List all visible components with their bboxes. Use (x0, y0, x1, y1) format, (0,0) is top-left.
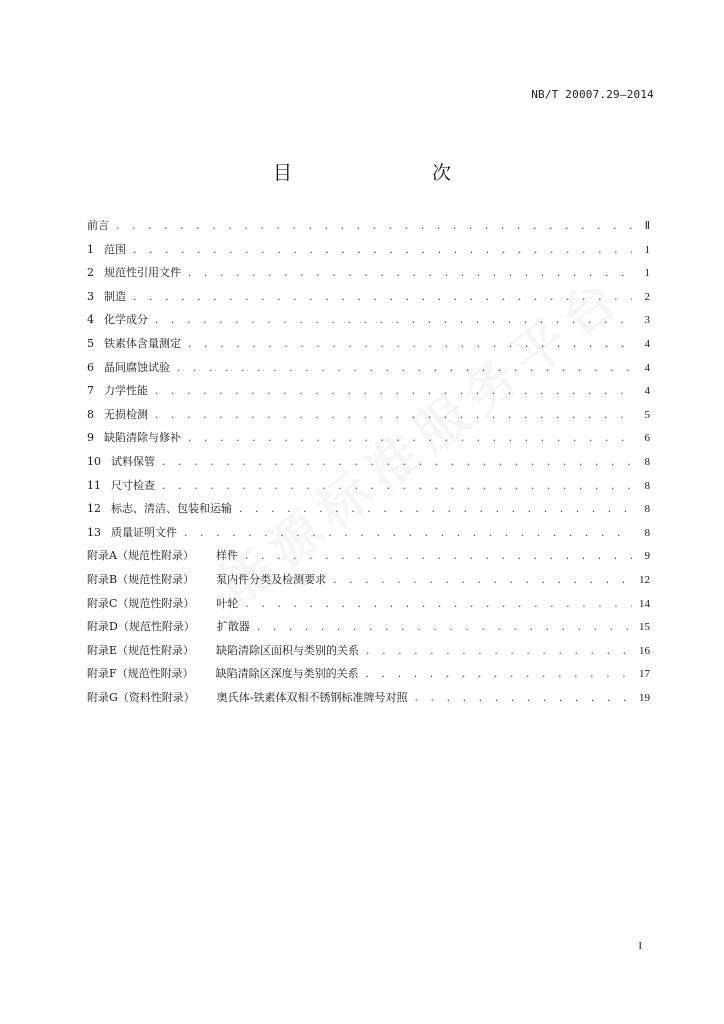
toc-entry-label (87, 497, 234, 521)
toc-entry[interactable] (87, 308, 650, 332)
toc-entry-label (87, 379, 150, 403)
toc-entry-label (87, 544, 240, 568)
toc-leader-dots (176, 358, 632, 382)
toc-entry[interactable] (87, 450, 650, 474)
toc-entry[interactable] (87, 332, 650, 356)
toc-leader-dots (161, 476, 632, 500)
toc-entry-page: 4 (644, 361, 650, 374)
toc-entry-title: 化学成分 (104, 313, 148, 327)
toc-entry[interactable] (87, 521, 650, 545)
toc-entry[interactable] (87, 474, 650, 498)
toc-entry-label (87, 285, 128, 309)
toc-entry-label (87, 426, 183, 450)
toc-leader-dots (187, 334, 632, 358)
toc-entry-title: 质量证明文件 (111, 525, 177, 539)
toc-entry-number: 附录A（规范性附录） (87, 549, 194, 563)
toc-entry-number: 附录C（规范性附录） (87, 596, 195, 610)
toc-entry-page: Ⅱ (644, 220, 650, 232)
toc-entry-page: 5 (644, 408, 650, 421)
toc-entry-page: 8 (644, 455, 650, 468)
toc-leader-dots (365, 641, 632, 665)
toc-entry[interactable] (87, 544, 650, 568)
toc-leader-dots (154, 310, 632, 334)
standard-code: NB/T 20007.29—2014 (531, 88, 654, 101)
toc-entry-label (87, 662, 361, 686)
toc-entry-number: 附录D（规范性附录） (87, 620, 195, 634)
toc-leader-dots (332, 570, 632, 594)
toc-entry-label (87, 592, 240, 616)
toc-entry-title: 扩散器 (216, 620, 250, 634)
toc-entry[interactable] (87, 238, 650, 262)
toc-entry-page: 1 (644, 243, 650, 256)
toc-entry-number: 4 (87, 313, 94, 327)
toc-entry[interactable] (87, 261, 650, 285)
toc-entry-label (87, 403, 150, 427)
toc-entry-number: 6 (87, 360, 94, 374)
toc-entry[interactable] (87, 568, 650, 592)
toc-entry-page: 15 (639, 621, 650, 634)
toc-entry-label (87, 686, 410, 710)
toc-entry-number: 5 (87, 336, 94, 350)
toc-entry-number: 3 (87, 289, 94, 303)
toc-leader-dots (187, 263, 632, 287)
toc-entry-label (87, 568, 328, 592)
toc-entry-title: 前言 (87, 219, 109, 232)
toc-entry[interactable] (87, 426, 650, 450)
toc-entry[interactable] (87, 403, 650, 427)
toc-entry-title: 力学性能 (104, 384, 148, 398)
toc-entry-label (87, 639, 361, 663)
toc-entry-title: 缺陷清除区面积与类别的关系 (216, 643, 360, 657)
toc-leader-dots (187, 428, 632, 452)
toc-entry-page: 3 (644, 314, 650, 327)
toc-entry-label (87, 238, 128, 262)
toc-entry-title: 标志、清洁、包装和运输 (111, 502, 232, 516)
toc-entry-title: 铁素体含量测定 (104, 336, 181, 350)
toc-entry[interactable] (87, 639, 650, 663)
toc-leader-dots (132, 240, 632, 264)
toc-entry-title: 晶间腐蚀试验 (104, 360, 170, 374)
toc-entry[interactable] (87, 662, 650, 686)
toc-entry-title: 叶轮 (216, 596, 239, 610)
toc-entry-title: 制造 (104, 289, 126, 303)
toc-entry[interactable] (87, 214, 650, 238)
toc-entry-label (87, 308, 150, 332)
toc-entry-number: 附录E（规范性附录） (87, 643, 195, 657)
table-of-contents (87, 214, 650, 709)
toc-entry-label (87, 261, 183, 285)
toc-leader-dots (365, 664, 632, 688)
toc-entry-label (87, 332, 183, 356)
toc-leader-dots (154, 405, 632, 429)
toc-leader-dots (183, 523, 632, 547)
toc-entry[interactable] (87, 497, 650, 521)
toc-entry-page: 6 (644, 432, 650, 445)
toc-entry-page: 12 (639, 573, 650, 586)
toc-entry-page: 8 (644, 526, 650, 539)
toc-leader-dots (256, 617, 632, 641)
toc-entry-title: 无损检测 (104, 407, 148, 421)
toc-entry-title: 缺陷清除与修补 (104, 431, 181, 445)
toc-leader-dots (414, 688, 632, 712)
toc-leader-dots (244, 594, 632, 618)
toc-entry-title: 奥氏体-铁素体双相不锈钢标准牌号对照 (216, 690, 408, 704)
toc-entry-page: 19 (639, 691, 650, 704)
toc-entry-page: 14 (639, 597, 650, 610)
toc-entry-title: 泵内件分类及检测要求 (216, 572, 327, 586)
toc-entry-page: 9 (644, 550, 650, 563)
toc-entry[interactable] (87, 615, 650, 639)
toc-entry-title: 范围 (104, 242, 126, 256)
toc-entry-page: 2 (644, 290, 650, 303)
toc-entry-number: 附录B（规范性附录） (87, 572, 195, 586)
toc-entry-number: 10 (87, 454, 101, 468)
toc-entry[interactable] (87, 686, 650, 710)
toc-entry-label (87, 214, 111, 238)
toc-entry-title: 规范性引用文件 (104, 266, 181, 280)
toc-entry-title: 尺寸检查 (111, 478, 155, 492)
toc-entry-page: 4 (644, 337, 650, 350)
toc-entry[interactable] (87, 592, 650, 616)
toc-entry-number: 11 (87, 478, 101, 492)
page-title: 目 次 (272, 162, 485, 184)
toc-entry[interactable] (87, 285, 650, 309)
toc-entry-title: 样件 (215, 549, 238, 563)
toc-entry-number: 附录G（资料性附录） (87, 690, 195, 704)
page-number: I (638, 940, 642, 952)
toc-leader-dots (115, 216, 632, 240)
toc-entry-number: 12 (87, 502, 101, 516)
toc-entry-page: 17 (639, 668, 650, 681)
toc-entry-page: 1 (644, 267, 650, 280)
toc-entry-label (87, 356, 172, 380)
toc-leader-dots (154, 381, 632, 405)
toc-entry-label (87, 450, 157, 474)
toc-entry-number: 7 (87, 384, 94, 398)
toc-entry-number: 1 (87, 242, 94, 256)
toc-entry-number: 13 (87, 525, 101, 539)
toc-entry-title: 缺陷清除区深度与类别的关系 (215, 667, 359, 681)
toc-entry-label (87, 521, 179, 545)
toc-entry-page: 4 (644, 385, 650, 398)
toc-entry-number: 2 (87, 266, 94, 280)
toc-entry-label (87, 474, 157, 498)
toc-entry-page: 16 (639, 644, 650, 657)
toc-entry-label (87, 615, 252, 639)
toc-leader-dots (238, 499, 632, 523)
toc-entry-page: 8 (644, 479, 650, 492)
toc-entry-page: 8 (644, 503, 650, 516)
toc-leader-dots (132, 287, 632, 311)
toc-entry-number: 附录F（规范性附录） (87, 667, 194, 681)
toc-entry[interactable] (87, 356, 650, 380)
toc-entry[interactable] (87, 379, 650, 403)
toc-leader-dots (161, 452, 632, 476)
toc-entry-title: 试料保管 (111, 454, 155, 468)
toc-entry-number: 8 (87, 407, 94, 421)
toc-entry-number: 9 (87, 431, 94, 445)
toc-leader-dots (244, 546, 632, 570)
